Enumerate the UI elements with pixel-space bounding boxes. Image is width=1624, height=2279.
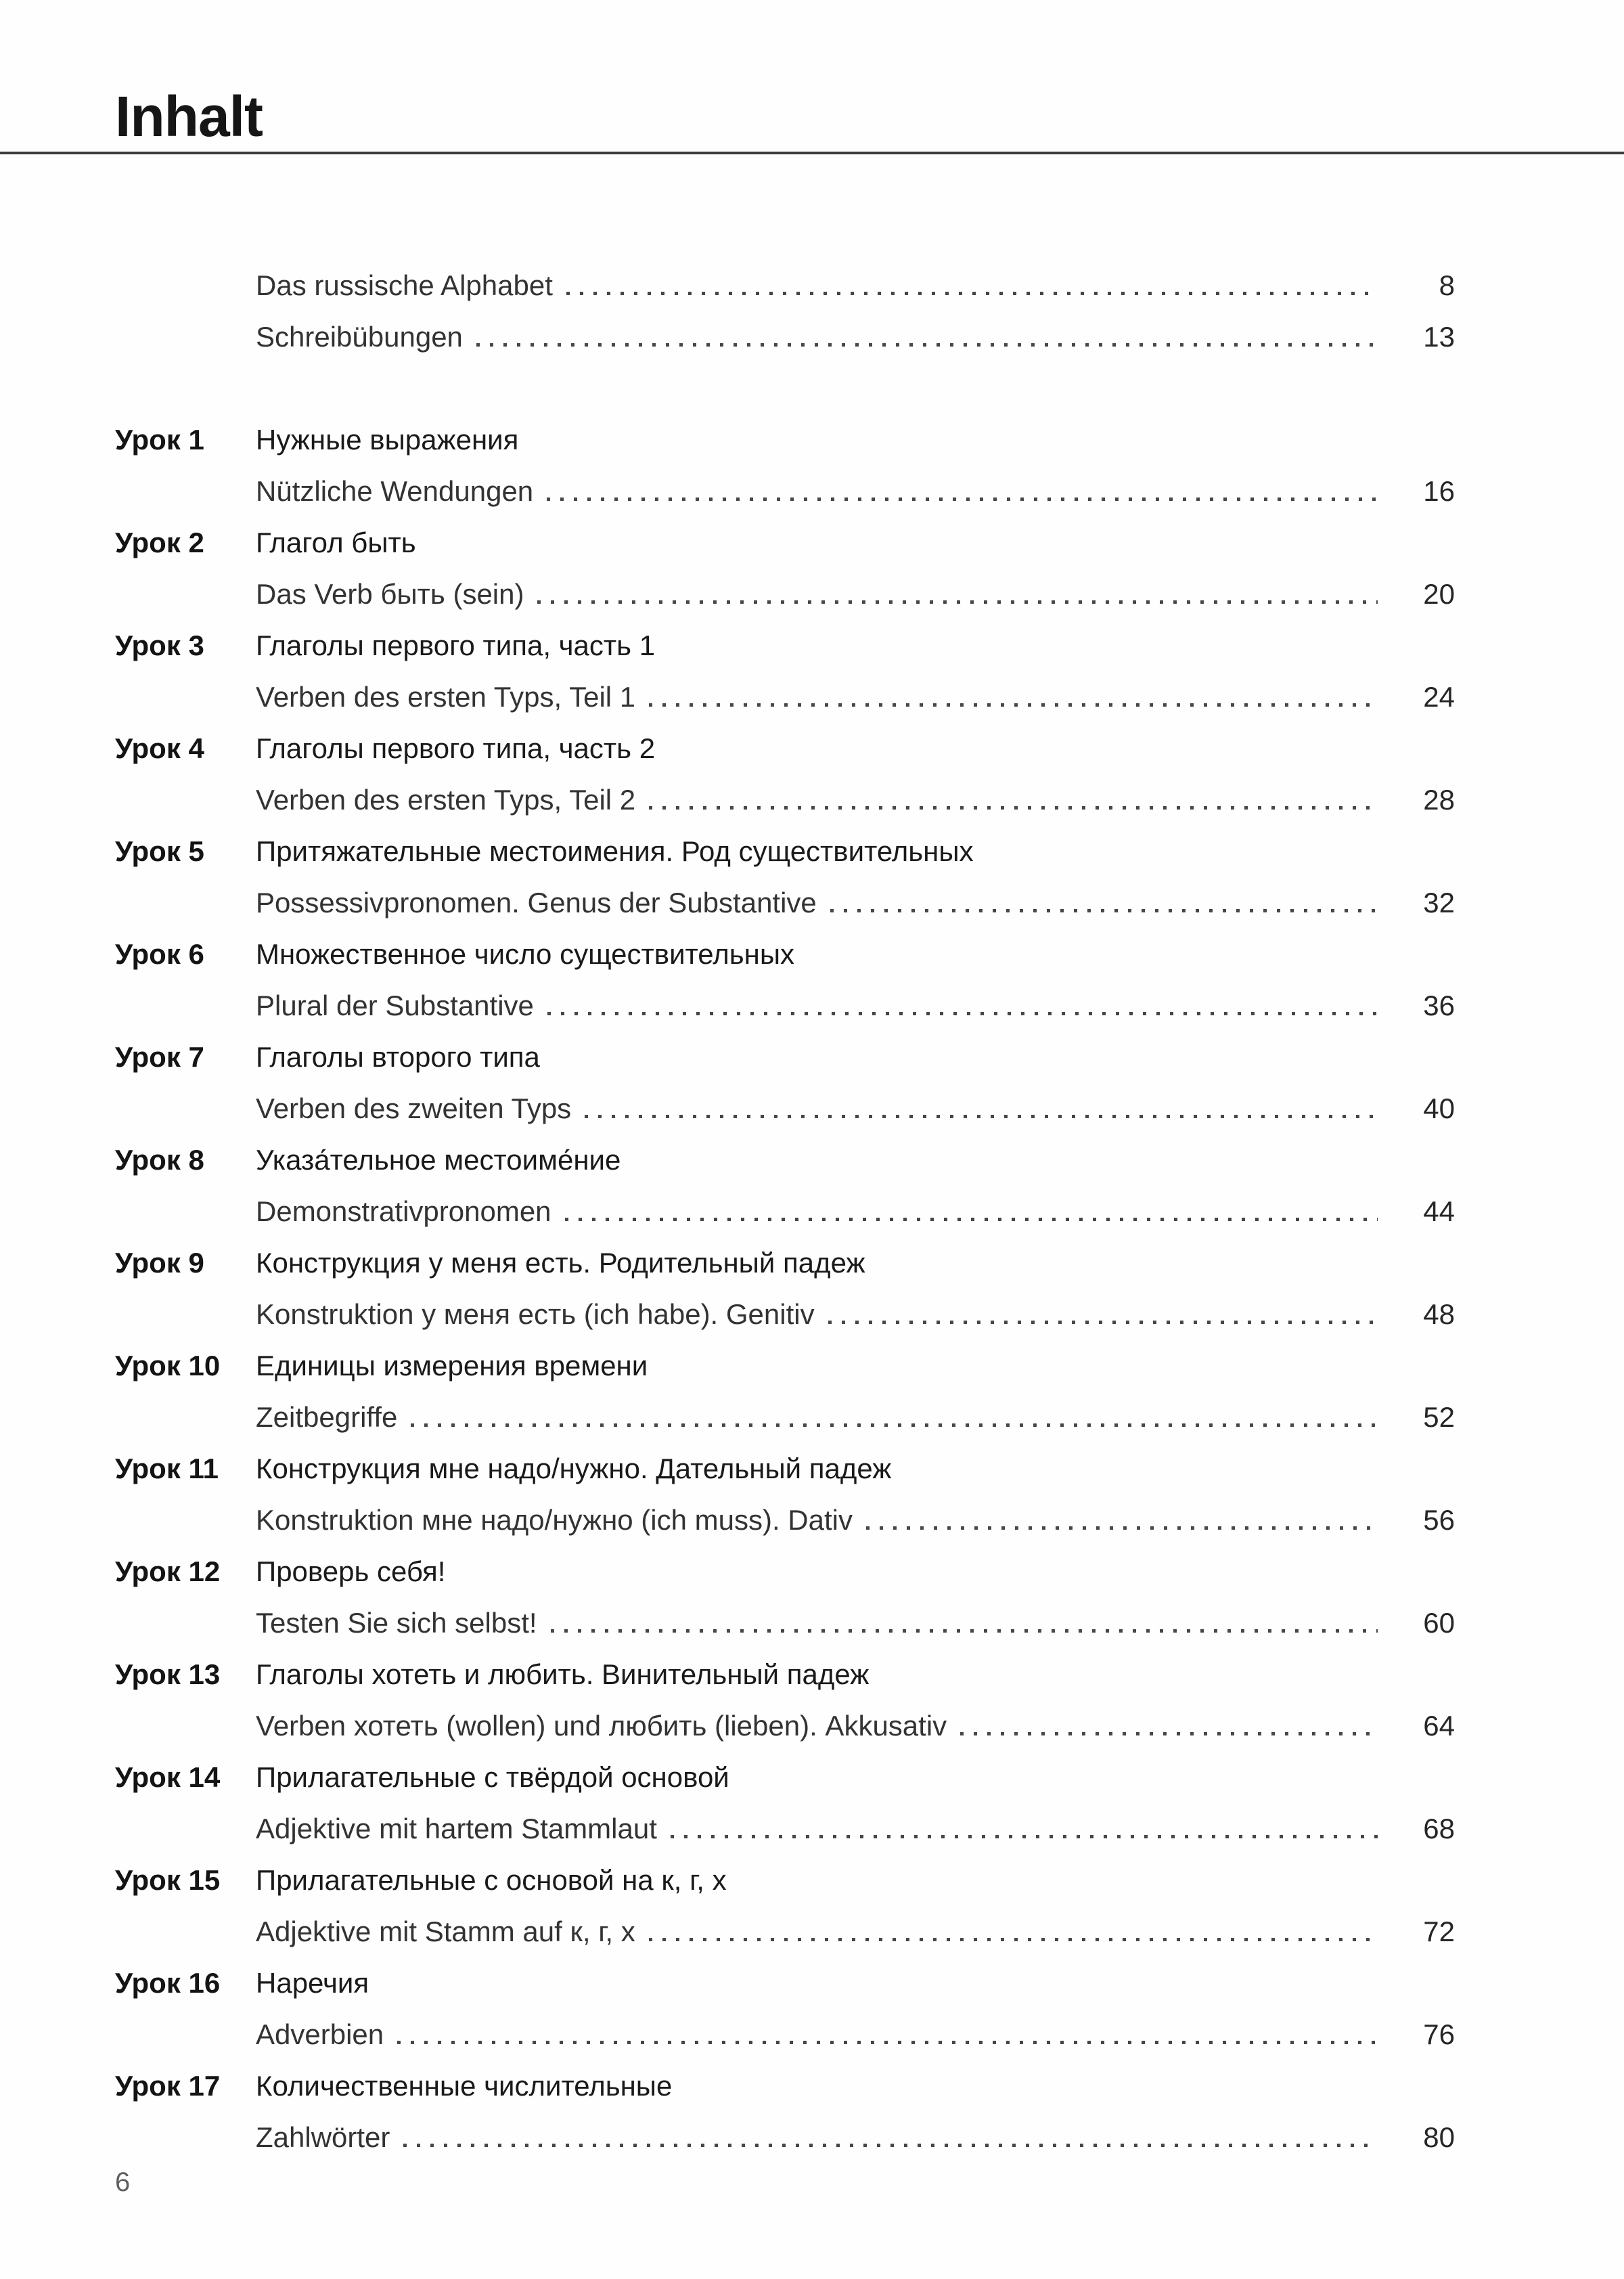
page-number: 24 xyxy=(1423,681,1455,713)
lesson-title-ru: Глаголы первого типа, часть 1 xyxy=(256,629,656,661)
lesson-label: Урок 13 xyxy=(115,1658,221,1690)
lesson-label: Урок 5 xyxy=(115,835,204,867)
lesson-subtitle-de: Verben des ersten Typs, Teil 1 xyxy=(256,681,636,713)
lesson-title-row xyxy=(115,929,1455,980)
lesson-block xyxy=(115,929,1455,1032)
lesson-label: Урок 17 xyxy=(115,2070,221,2102)
lesson-subtitle-row xyxy=(115,1495,1455,1546)
frontmatter-title: Das russische Alphabet xyxy=(256,269,553,301)
dot-leader xyxy=(565,1218,1378,1221)
page-header xyxy=(0,0,1624,148)
dot-leader xyxy=(585,1115,1378,1118)
lesson-label: Урок 16 xyxy=(115,1967,221,1999)
lesson-title-row xyxy=(115,517,1455,569)
lesson-subtitle-de: Zahlwörter xyxy=(256,2121,390,2153)
lesson-label: Урок 10 xyxy=(115,1350,221,1381)
lesson-title-row xyxy=(115,414,1455,466)
lesson-label: Урок 11 xyxy=(115,1453,219,1484)
lesson-title-ru: Глаголы хотеть и любить. Винительный падеж xyxy=(256,1658,870,1690)
lesson-block xyxy=(115,2060,1455,2163)
lesson-subtitle-row xyxy=(115,1700,1455,1752)
lesson-title-ru: Проверь себя! xyxy=(256,1555,446,1587)
lesson-block xyxy=(115,1443,1455,1546)
lesson-subtitle-row xyxy=(115,774,1455,826)
lesson-title-ru: Единицы измерения времени xyxy=(256,1350,648,1381)
page-number: 44 xyxy=(1423,1195,1455,1227)
lesson-subtitle-de: Plural der Substantive xyxy=(256,990,534,1021)
lesson-subtitle-row xyxy=(115,1392,1455,1443)
lesson-title-ru: Количественные числительные xyxy=(256,2070,673,2102)
lesson-block xyxy=(115,1649,1455,1752)
lesson-block xyxy=(115,1237,1455,1340)
lesson-subtitle-de: Das Verb быть (sein) xyxy=(256,578,524,610)
lesson-title-row xyxy=(115,1237,1455,1289)
lesson-block xyxy=(115,1032,1455,1134)
dot-leader xyxy=(866,1526,1378,1530)
lesson-subtitle-row xyxy=(115,2112,1455,2163)
lessons-section xyxy=(115,414,1455,2163)
dot-leader xyxy=(649,1938,1378,1941)
lesson-block xyxy=(115,1752,1455,1855)
dot-leader xyxy=(397,2041,1378,2044)
lesson-subtitle-de: Verben des ersten Typs, Teil 2 xyxy=(256,784,636,816)
lesson-subtitle-row xyxy=(115,877,1455,929)
lesson-title-ru: Глаголы второго типа xyxy=(256,1041,540,1073)
lesson-block xyxy=(115,620,1455,723)
lesson-label: Урок 8 xyxy=(115,1144,204,1176)
lesson-subtitle-row xyxy=(115,1083,1455,1134)
page-number: 36 xyxy=(1423,990,1455,1021)
lesson-label: Урок 1 xyxy=(115,424,204,456)
lesson-label: Урок 6 xyxy=(115,938,204,970)
lesson-subtitle-row xyxy=(115,2009,1455,2060)
lesson-subtitle-de: Adjektive mit Stamm auf к, г, х xyxy=(256,1916,635,1947)
page-number: 8 xyxy=(1439,269,1455,301)
frontmatter-row xyxy=(115,260,1455,311)
page-number: 68 xyxy=(1423,1813,1455,1844)
lesson-label: Урок 9 xyxy=(115,1247,204,1279)
dot-leader xyxy=(411,1423,1378,1427)
lesson-subtitle-de: Testen Sie sich selbst! xyxy=(256,1607,537,1639)
page-number: 56 xyxy=(1423,1504,1455,1536)
lesson-title-ru: Прилагательные с твёрдой основой xyxy=(256,1761,729,1793)
page-number: 52 xyxy=(1423,1401,1455,1433)
lesson-subtitle-row xyxy=(115,1186,1455,1237)
lesson-label: Урок 15 xyxy=(115,1864,221,1896)
lesson-subtitle-de: Verben des zweiten Typs xyxy=(256,1092,572,1124)
table-of-contents xyxy=(0,260,1624,2163)
dot-leader xyxy=(828,1321,1378,1324)
page-number: 20 xyxy=(1423,578,1455,610)
lesson-subtitle-row xyxy=(115,1597,1455,1649)
page-title: Inhalt xyxy=(115,85,263,148)
lesson-title-row xyxy=(115,1032,1455,1083)
lesson-subtitle-de: Verben хотеть (wollen) und любить (lieben). Akkusativ xyxy=(256,1710,947,1742)
footer-page-number: 6 xyxy=(115,2167,131,2197)
dot-leader xyxy=(649,806,1378,810)
page-footer xyxy=(0,2163,1624,2198)
dot-leader xyxy=(476,343,1378,347)
lesson-subtitle-row xyxy=(115,980,1455,1032)
lesson-label: Урок 12 xyxy=(115,1555,221,1587)
dot-leader xyxy=(547,1012,1378,1015)
lesson-block xyxy=(115,517,1455,620)
frontmatter-row xyxy=(115,311,1455,363)
frontmatter-title: Schreibübungen xyxy=(256,321,463,353)
lesson-title-ru: Конструкция у меня есть. Родительный падеж xyxy=(256,1247,865,1279)
lesson-title-row xyxy=(115,1546,1455,1597)
lesson-title-row xyxy=(115,1443,1455,1495)
dot-leader xyxy=(537,600,1378,604)
lesson-label: Урок 2 xyxy=(115,527,204,558)
lesson-subtitle-row xyxy=(115,1803,1455,1855)
page-number: 76 xyxy=(1423,2018,1455,2050)
lesson-subtitle-de: Adjektive mit hartem Stammlaut xyxy=(256,1813,657,1844)
lesson-title-row xyxy=(115,1340,1455,1392)
lesson-block xyxy=(115,826,1455,929)
lesson-block xyxy=(115,1957,1455,2060)
lesson-block xyxy=(115,1546,1455,1649)
lesson-subtitle-row xyxy=(115,671,1455,723)
page-number: 28 xyxy=(1423,784,1455,816)
lesson-label: Урок 7 xyxy=(115,1041,204,1073)
lesson-title-row xyxy=(115,1134,1455,1186)
lesson-block xyxy=(115,1340,1455,1443)
lesson-title-ru: Глаголы первого типа, часть 2 xyxy=(256,732,656,764)
lesson-subtitle-de: Zeitbegriffe xyxy=(256,1401,398,1433)
dot-leader xyxy=(551,1629,1378,1633)
lesson-title-ru: Конструкция мне надо/нужно. Дательный падеж xyxy=(256,1453,892,1484)
page-number: 48 xyxy=(1423,1298,1455,1330)
page-number: 32 xyxy=(1423,887,1455,919)
lesson-title-ru: Наречия xyxy=(256,1967,369,1999)
lesson-subtitle-de: Konstruktion у меня есть (ich habe). Genitiv xyxy=(256,1298,815,1330)
dot-leader xyxy=(403,2144,1378,2147)
lesson-subtitle-row xyxy=(115,569,1455,620)
lesson-subtitle-de: Nützliche Wendungen xyxy=(256,475,534,507)
lesson-subtitle-row xyxy=(115,1289,1455,1340)
lesson-subtitle-de: Possessivpronomen. Genus der Substantive xyxy=(256,887,817,919)
page-number: 64 xyxy=(1423,1710,1455,1742)
header-rule xyxy=(0,152,1624,154)
lesson-subtitle-row xyxy=(115,466,1455,517)
lesson-title-row xyxy=(115,1649,1455,1700)
lesson-title-row xyxy=(115,1957,1455,2009)
dot-leader xyxy=(671,1835,1378,1838)
lesson-title-ru: Нужные выражения xyxy=(256,424,519,456)
lesson-title-ru: Прилагательные с основой на к, г, х xyxy=(256,1864,727,1896)
page-number: 60 xyxy=(1423,1607,1455,1639)
lesson-label: Урок 14 xyxy=(115,1761,221,1793)
front-matter-section xyxy=(115,260,1455,363)
lesson-subtitle-de: Demonstrativpronomen xyxy=(256,1195,551,1227)
dot-leader xyxy=(566,292,1378,295)
lesson-block xyxy=(115,414,1455,517)
lesson-title-ru: Притяжательные местоимения. Род существительных xyxy=(256,835,974,867)
lesson-title-ru: Множественное число существительных xyxy=(256,938,795,970)
lesson-subtitle-row xyxy=(115,1906,1455,1957)
lesson-title-row xyxy=(115,826,1455,877)
lesson-label: Урок 3 xyxy=(115,629,204,661)
lesson-title-row xyxy=(115,723,1455,774)
page-number: 40 xyxy=(1423,1092,1455,1124)
lesson-block xyxy=(115,1855,1455,1957)
lesson-title-ru: Глагол быть xyxy=(256,527,416,558)
page-number: 80 xyxy=(1423,2121,1455,2153)
lesson-block xyxy=(115,723,1455,826)
lesson-block xyxy=(115,1134,1455,1237)
dot-leader xyxy=(547,497,1378,501)
dot-leader xyxy=(649,703,1378,707)
lesson-title-row xyxy=(115,620,1455,671)
page-number: 16 xyxy=(1423,475,1455,507)
lesson-title-ru: Указа́тельное местоиме́ние xyxy=(256,1144,621,1176)
lesson-title-row xyxy=(115,2060,1455,2112)
dot-leader xyxy=(960,1732,1378,1735)
lesson-subtitle-de: Konstruktion мне надо/нужно (ich muss). Dativ xyxy=(256,1504,853,1536)
lesson-title-row xyxy=(115,1752,1455,1803)
lesson-title-row xyxy=(115,1855,1455,1906)
dot-leader xyxy=(830,909,1378,912)
page-number: 72 xyxy=(1423,1916,1455,1947)
lesson-label: Урок 4 xyxy=(115,732,204,764)
lesson-subtitle-de: Adverbien xyxy=(256,2018,384,2050)
page-number: 13 xyxy=(1423,321,1455,353)
